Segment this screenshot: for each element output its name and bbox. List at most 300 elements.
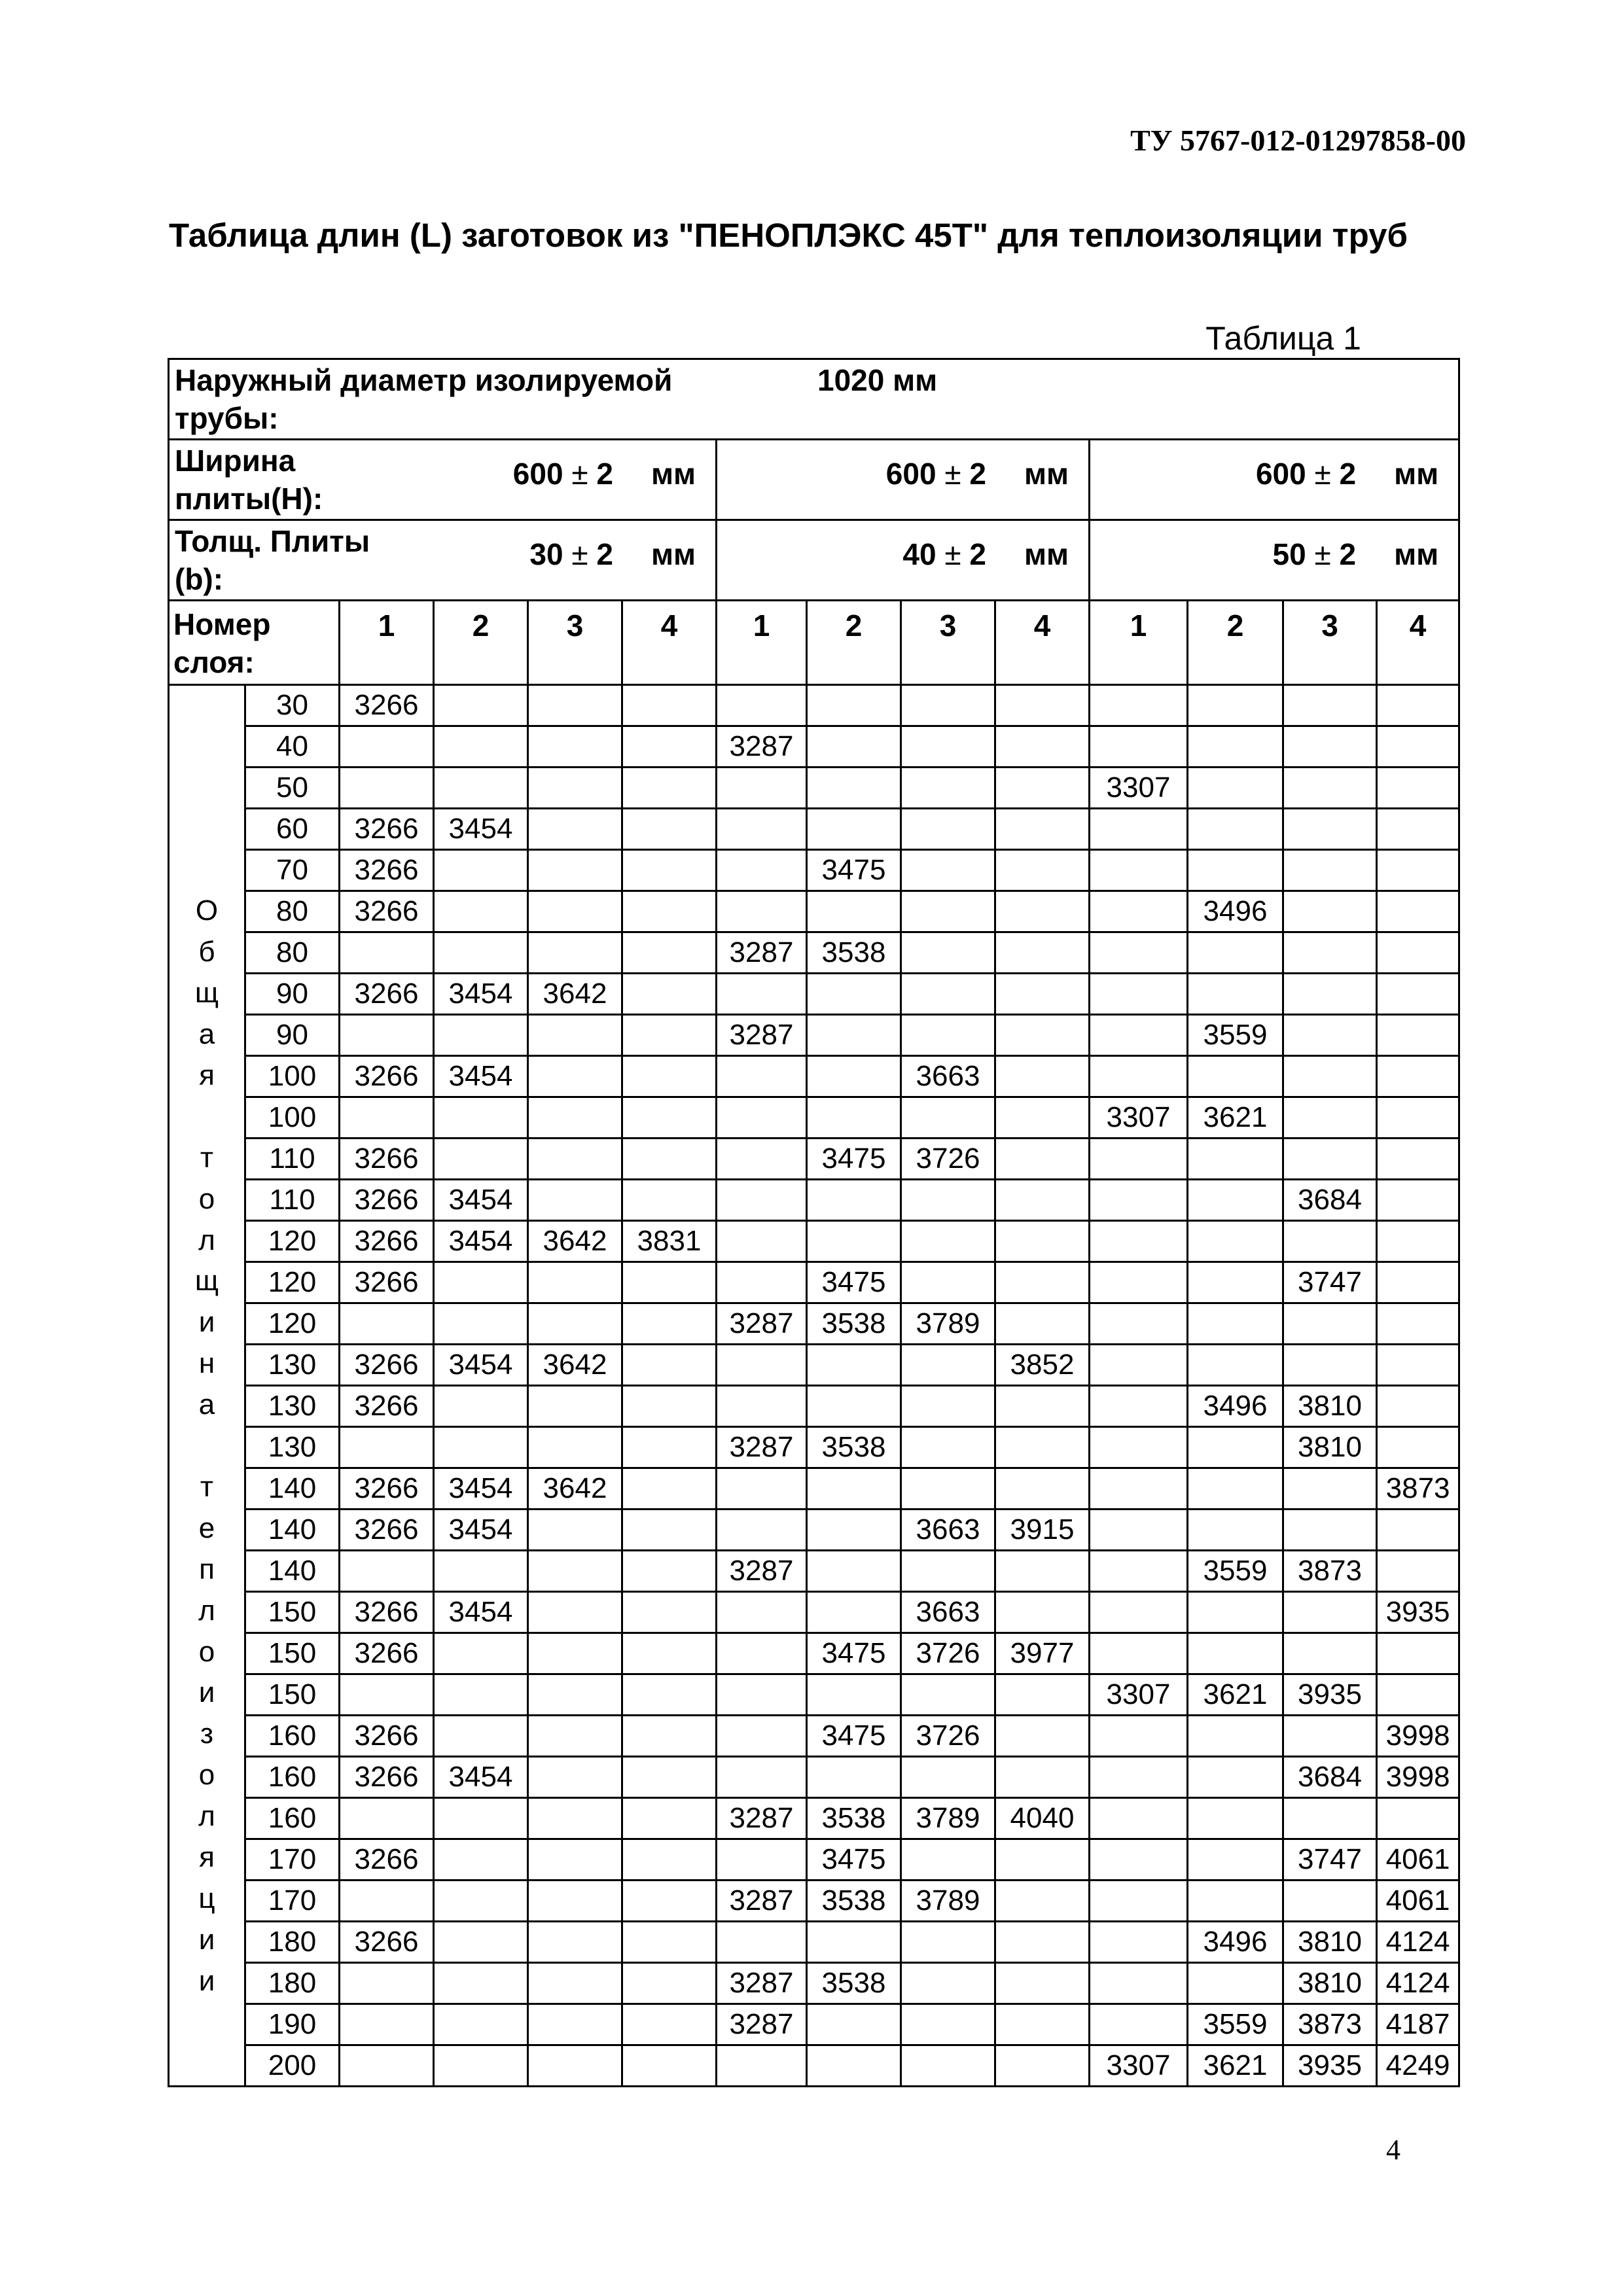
table-row [169,1386,1459,1427]
length-cell [340,726,434,768]
length-cell [434,1716,528,1757]
length-cell [995,1716,1090,1757]
length-cell [995,1551,1090,1592]
length-cell [434,2045,528,2087]
length-cell [717,1674,807,1716]
length-cell [622,809,717,850]
length-cell [807,891,901,932]
side-label-letter: я [199,1059,215,1092]
length-cell [622,1427,717,1468]
thickness-cell: 130 [245,1427,340,1468]
length-cell [1090,1839,1188,1881]
length-cell: 3935 [1283,2045,1377,2087]
length-cell [434,1881,528,1922]
plate-width-label: Ширина плиты(Н): [175,444,323,516]
length-cell [528,1139,622,1180]
length-cell: 3287 [717,1798,807,1839]
length-cell [528,1180,622,1221]
length-cell: 3496 [1188,1922,1283,1963]
length-cell [807,2045,901,2087]
length-cell: 3726 [901,1633,995,1674]
length-cell: 3454 [434,1056,528,1097]
length-cell: 3789 [901,1881,995,1922]
length-cell [1090,1345,1188,1386]
table-label: Таблица 1 [1205,320,1361,357]
pipe-diameter-value: 1020 мм [817,363,938,397]
plate-width-value: 600 ± 2 мм [885,457,1069,491]
length-cell [995,1180,1090,1221]
length-cell [1283,1139,1377,1180]
length-cell [1188,1345,1283,1386]
table-row [169,891,1459,932]
length-cell [434,1015,528,1056]
length-cell [528,1798,622,1839]
thickness-cell: 150 [245,1674,340,1716]
length-cell: 3496 [1188,1386,1283,1427]
table-row [169,1798,1459,1839]
side-label-letter: О [195,894,219,927]
length-cell [622,1551,717,1592]
length-cell [1188,1139,1283,1180]
length-cell [1188,1056,1283,1097]
length-cell [717,809,807,850]
length-cell [901,1180,995,1221]
length-cell [717,1386,807,1427]
length-cell [528,2045,622,2087]
length-cell [807,1015,901,1056]
length-cell [717,685,807,726]
length-cell [622,1592,717,1633]
length-cell [1377,891,1459,932]
length-cell [1188,1592,1283,1633]
length-cell: 3266 [340,1345,434,1386]
length-cell [1188,726,1283,768]
length-cell [1090,1139,1188,1180]
length-table [168,358,1460,2087]
thickness-cell: 80 [245,932,340,974]
length-cell [1283,768,1377,809]
length-cell: 3642 [528,1345,622,1386]
length-cell: 3977 [995,1633,1090,1674]
length-cell [1090,1510,1188,1551]
table-row [169,1592,1459,1633]
length-cell [901,726,995,768]
side-label-letter: щ [194,977,219,1010]
length-cell [901,1345,995,1386]
length-cell [528,1716,622,1757]
side-label-letter: ц [198,1882,215,1915]
table-row [169,1427,1459,1468]
length-cell [807,1922,901,1963]
length-cell [434,1551,528,1592]
table-row [169,974,1459,1015]
length-cell [528,726,622,768]
length-cell [995,1592,1090,1633]
length-cell [995,1963,1090,2004]
length-cell: 3873 [1377,1468,1459,1510]
length-cell [622,1015,717,1056]
length-cell [995,850,1090,891]
thickness-cell: 150 [245,1633,340,1674]
length-cell [995,1427,1090,1468]
length-cell [528,1427,622,1468]
plate-width-value: 600 ± 2 мм [1255,457,1439,491]
length-cell [434,1303,528,1345]
table-row [169,1221,1459,1262]
length-cell [717,1139,807,1180]
length-cell: 3307 [1090,768,1188,809]
length-cell [1188,1303,1283,1345]
table-row [169,1674,1459,1716]
table-row [169,2045,1459,2087]
length-cell [340,1674,434,1716]
length-cell [528,685,622,726]
length-cell [622,1139,717,1180]
thickness-cell: 100 [245,1056,340,1097]
length-cell [1188,974,1283,1015]
length-cell [622,1097,717,1139]
side-label-letter: е [198,1511,215,1544]
length-cell [622,1963,717,2004]
length-cell [528,1510,622,1551]
length-cell [995,1139,1090,1180]
length-cell [622,1303,717,1345]
length-cell [1090,726,1188,768]
length-cell: 3642 [528,1221,622,1262]
length-cell [717,1716,807,1757]
side-label-letter: з [200,1718,214,1750]
length-cell [1283,1097,1377,1139]
length-cell [1188,1716,1283,1757]
length-cell: 3998 [1377,1716,1459,1757]
side-label-letter: а [198,1018,215,1051]
length-cell [1188,1881,1283,1922]
length-cell [1377,1427,1459,1468]
length-cell: 3287 [717,1881,807,1922]
length-cell [901,850,995,891]
length-cell [995,2045,1090,2087]
length-cell: 3266 [340,850,434,891]
length-cell [807,1345,901,1386]
layer-number: 1 [753,609,770,643]
length-cell [434,932,528,974]
length-cell [1377,1262,1459,1303]
length-cell [434,850,528,891]
length-cell: 4124 [1377,1922,1459,1963]
length-cell [901,2004,995,2045]
length-cell [1188,768,1283,809]
length-cell [1377,1221,1459,1262]
length-cell [622,1345,717,1386]
length-cell [1090,891,1188,932]
side-label-letter: и [198,1676,215,1709]
length-cell [340,2004,434,2045]
length-cell: 3307 [1090,2045,1188,2087]
length-cell [717,1922,807,1963]
length-cell [340,1551,434,1592]
length-cell: 3726 [901,1139,995,1180]
length-cell [901,1551,995,1592]
side-label-letter: и [198,1306,215,1339]
length-cell [528,1757,622,1798]
side-label-letter: я [199,1841,215,1873]
length-cell [528,809,622,850]
length-cell [717,850,807,891]
length-cell [1090,1427,1188,1468]
length-cell [1090,1303,1188,1345]
length-cell [901,1427,995,1468]
length-cell: 3538 [807,932,901,974]
length-cell [995,1674,1090,1716]
length-cell [807,974,901,1015]
length-cell: 3475 [807,1139,901,1180]
length-cell [622,1510,717,1551]
length-cell [622,1180,717,1221]
layer-number: 2 [845,609,863,643]
length-cell: 3915 [995,1510,1090,1551]
length-cell: 4061 [1377,1881,1459,1922]
length-cell: 3538 [807,1798,901,1839]
length-cell [1283,1716,1377,1757]
length-cell [1090,1881,1188,1922]
length-cell: 3266 [340,974,434,1015]
length-cell [1188,1427,1283,1468]
length-cell [528,1386,622,1427]
length-cell [340,1881,434,1922]
plate-thickness-label: Толщ. Плиты (b): [175,524,370,596]
length-cell [1188,1180,1283,1221]
side-label-letter: т [200,1470,214,1503]
length-cell: 3266 [340,1839,434,1881]
length-cell [1377,932,1459,974]
side-label-letter: и [198,1964,215,1997]
length-cell [995,1922,1090,1963]
length-cell: 3287 [717,726,807,768]
length-cell [528,1303,622,1345]
length-cell [622,891,717,932]
layer-number: 3 [566,609,584,643]
length-cell: 3496 [1188,891,1283,932]
length-cell: 4187 [1377,2004,1459,2045]
length-cell [528,932,622,974]
thickness-cell: 130 [245,1345,340,1386]
length-cell: 3538 [807,1427,901,1468]
table-row [169,1922,1459,1963]
side-label-letter: о [198,1635,215,1668]
length-cell [901,1015,995,1056]
length-cell [807,1097,901,1139]
length-cell [1283,850,1377,891]
length-cell [1090,809,1188,850]
thickness-cell: 170 [245,1881,340,1922]
length-cell [995,1839,1090,1881]
length-cell: 3935 [1283,1674,1377,1716]
length-cell [340,932,434,974]
layer-number: 4 [660,609,678,643]
length-cell [1090,1262,1188,1303]
length-cell [901,1674,995,1716]
length-cell [901,2045,995,2087]
length-cell: 3266 [340,1139,434,1180]
length-cell: 3266 [340,1386,434,1427]
length-cell [901,768,995,809]
length-cell [1377,1139,1459,1180]
thickness-cell: 160 [245,1716,340,1757]
length-cell [1090,1221,1188,1262]
length-cell [622,974,717,1015]
length-cell [1283,1221,1377,1262]
length-cell [995,1015,1090,1056]
length-cell [901,809,995,850]
side-label-letter: т [200,1141,214,1174]
length-cell [717,1757,807,1798]
length-cell [528,1963,622,2004]
length-cell: 3642 [528,1468,622,1510]
length-cell [807,1386,901,1427]
length-cell [1188,685,1283,726]
length-cell: 3789 [901,1303,995,1345]
length-cell: 3559 [1188,2004,1283,2045]
length-cell [901,1922,995,1963]
length-cell: 3266 [340,809,434,850]
length-cell [1188,1262,1283,1303]
thickness-cell: 160 [245,1798,340,1839]
length-cell [901,1097,995,1139]
thickness-cell: 60 [245,809,340,850]
length-cell [622,2004,717,2045]
table-row [169,1015,1459,1056]
length-cell: 3266 [340,1757,434,1798]
length-cell [1283,1798,1377,1839]
length-cell [717,1839,807,1881]
length-cell: 3873 [1283,1551,1377,1592]
length-cell [434,768,528,809]
length-cell [340,1097,434,1139]
total-insulation-thickness-label [169,685,245,2087]
thickness-cell: 80 [245,891,340,932]
length-cell [1188,1510,1283,1551]
length-cell: 3998 [1377,1757,1459,1798]
length-cell [807,1757,901,1798]
length-cell [1377,1015,1459,1056]
length-cell [528,1551,622,1592]
length-cell [1283,1015,1377,1056]
thickness-cell: 200 [245,2045,340,2087]
length-cell: 3538 [807,1303,901,1345]
table-row [169,2004,1459,2045]
length-cell: 3266 [340,1592,434,1633]
table-row [169,809,1459,850]
table-row [169,726,1459,768]
length-cell [1377,1551,1459,1592]
length-cell [1188,1221,1283,1262]
table-row [169,932,1459,974]
length-cell: 3454 [434,1510,528,1551]
layer-number-row [169,601,1459,685]
length-cell [995,891,1090,932]
length-cell: 3475 [807,1716,901,1757]
length-cell: 3559 [1188,1015,1283,1056]
length-cell: 3810 [1283,1427,1377,1468]
length-cell [717,1056,807,1097]
length-cell [717,1510,807,1551]
length-cell [434,1922,528,1963]
length-cell [1090,850,1188,891]
length-cell [528,891,622,932]
side-label-letter [169,1426,244,1467]
length-cell [995,1757,1090,1798]
length-cell [1090,1180,1188,1221]
length-cell: 3747 [1283,1839,1377,1881]
length-cell [528,1262,622,1303]
length-cell [1188,1757,1283,1798]
length-cell: 3475 [807,850,901,891]
side-label-letter: б [198,936,215,968]
length-cell [528,1056,622,1097]
layer-number: 2 [472,609,490,643]
data-rows [169,685,1459,2087]
length-cell [434,1674,528,1716]
length-cell [434,1139,528,1180]
length-cell [1090,1551,1188,1592]
length-cell [622,1839,717,1881]
table-row [169,1139,1459,1180]
length-cell: 3559 [1188,1551,1283,1592]
length-cell [717,1345,807,1386]
layer-number: 2 [1226,609,1244,643]
length-cell [1377,685,1459,726]
table-row [169,1345,1459,1386]
length-cell [995,1386,1090,1427]
length-cell [1283,1056,1377,1097]
length-cell [528,1674,622,1716]
length-cell: 3935 [1377,1592,1459,1633]
length-cell [528,1592,622,1633]
length-cell: 3454 [434,1757,528,1798]
length-cell [1377,809,1459,850]
length-cell [434,726,528,768]
length-cell [1188,1633,1283,1674]
length-cell [622,1262,717,1303]
pipe-diameter-label: Наружный диаметр изолируемой трубы: [175,363,673,435]
side-label-letter: н [198,1347,215,1380]
length-cell [528,1881,622,1922]
length-cell [622,726,717,768]
length-cell [434,1963,528,2004]
length-cell [434,1097,528,1139]
table-row [169,1468,1459,1510]
length-cell: 3266 [340,1510,434,1551]
length-cell [717,1097,807,1139]
length-cell [528,1633,622,1674]
length-cell: 3726 [901,1716,995,1757]
length-cell: 3538 [807,1881,901,1922]
length-cell [1377,1386,1459,1427]
length-cell [1188,932,1283,974]
length-cell [622,2045,717,2087]
layer-number: 1 [1130,609,1147,643]
length-cell [717,891,807,932]
length-cell [1377,850,1459,891]
side-label-letter: л [198,1224,215,1256]
length-cell [622,1757,717,1798]
length-cell: 3663 [901,1510,995,1551]
length-cell [995,1262,1090,1303]
length-cell [901,1468,995,1510]
length-cell [901,1757,995,1798]
table-row [169,1757,1459,1798]
length-cell: 3810 [1283,1963,1377,2004]
